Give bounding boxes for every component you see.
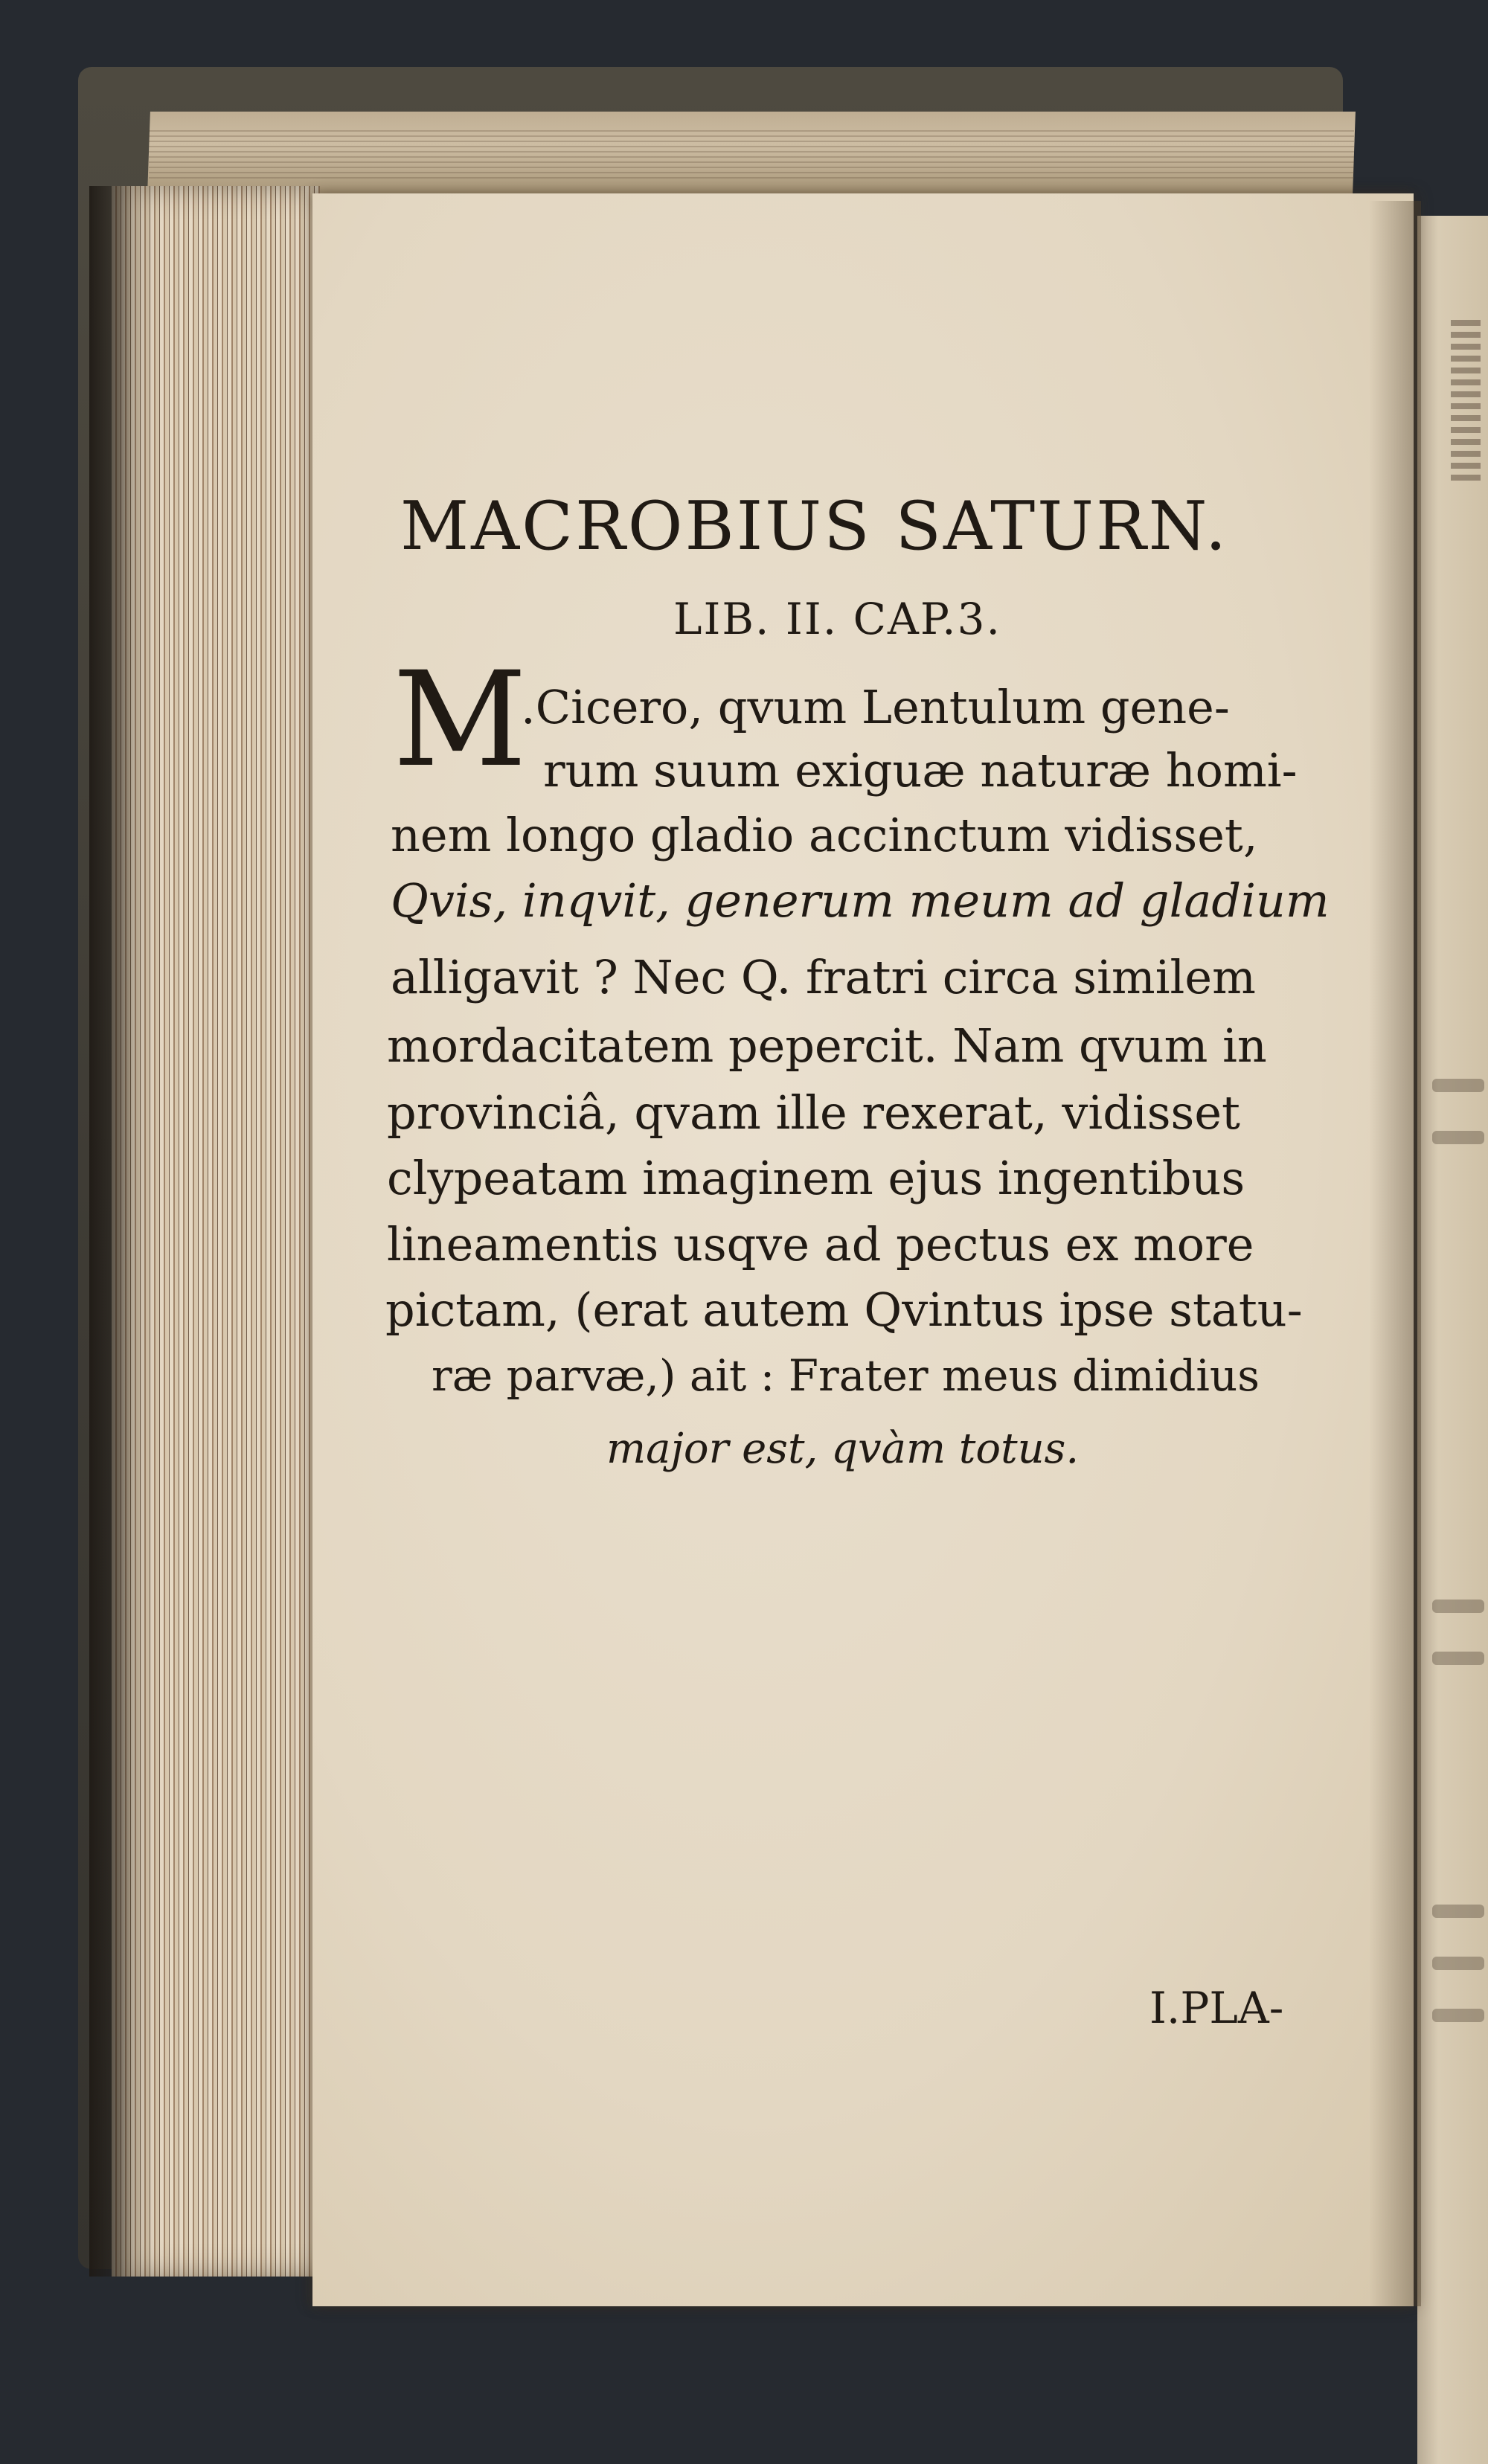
text-line: .Cicero, qvum Lentulum gene- xyxy=(521,680,1230,734)
page-gutter-shadow xyxy=(1369,201,1421,2306)
facing-text-fragment xyxy=(1432,2009,1484,2022)
facing-text-fragment xyxy=(1432,1905,1484,1918)
page-head-edge-lines xyxy=(149,130,1354,182)
text-line: pictam, (erat autem Qvintus ipse statu- xyxy=(385,1283,1303,1337)
text-line: provinciâ, qvam ille rexerat, vidisset xyxy=(387,1085,1240,1140)
text-line: lineamentis usqve ad pectus ex more xyxy=(387,1217,1254,1271)
text-line: clypeatam imaginem ejus ingentibus xyxy=(387,1151,1245,1205)
text-line: alligavit ? Nec Q. fratri circa similem xyxy=(391,950,1256,1004)
text-line: rum suum exiguæ naturæ homi- xyxy=(543,743,1298,798)
text-line: mordacitatem pepercit. Nam qvum in xyxy=(387,1018,1267,1073)
drop-cap: M xyxy=(393,644,527,796)
text-line: major est, qvàm totus. xyxy=(606,1425,1080,1473)
page-header: MACROBIUS SATURN. xyxy=(400,487,1229,565)
facing-text-fragment xyxy=(1432,1131,1484,1144)
facing-text-fragment xyxy=(1432,1079,1484,1092)
text-line: ræ parvæ,) ait : Frater meus dimidius xyxy=(432,1350,1260,1401)
facing-ornament xyxy=(1451,320,1481,484)
facing-text-fragment xyxy=(1432,1600,1484,1613)
page-block-left xyxy=(112,186,320,2277)
facing-text-fragment xyxy=(1432,1957,1484,1970)
text-line: nem longo gladio accinctum vidisset, xyxy=(391,808,1258,862)
facing-text-fragment xyxy=(1432,1652,1484,1665)
text-line: Qvis, inqvit, generum meum ad gladium xyxy=(391,873,1330,928)
page-shadow xyxy=(89,186,134,2277)
page-subheader: LIB. II. CAP.3. xyxy=(673,594,1001,644)
catchword: I.PLA- xyxy=(1149,1983,1284,2033)
facing-page-edge xyxy=(1417,216,1488,2464)
